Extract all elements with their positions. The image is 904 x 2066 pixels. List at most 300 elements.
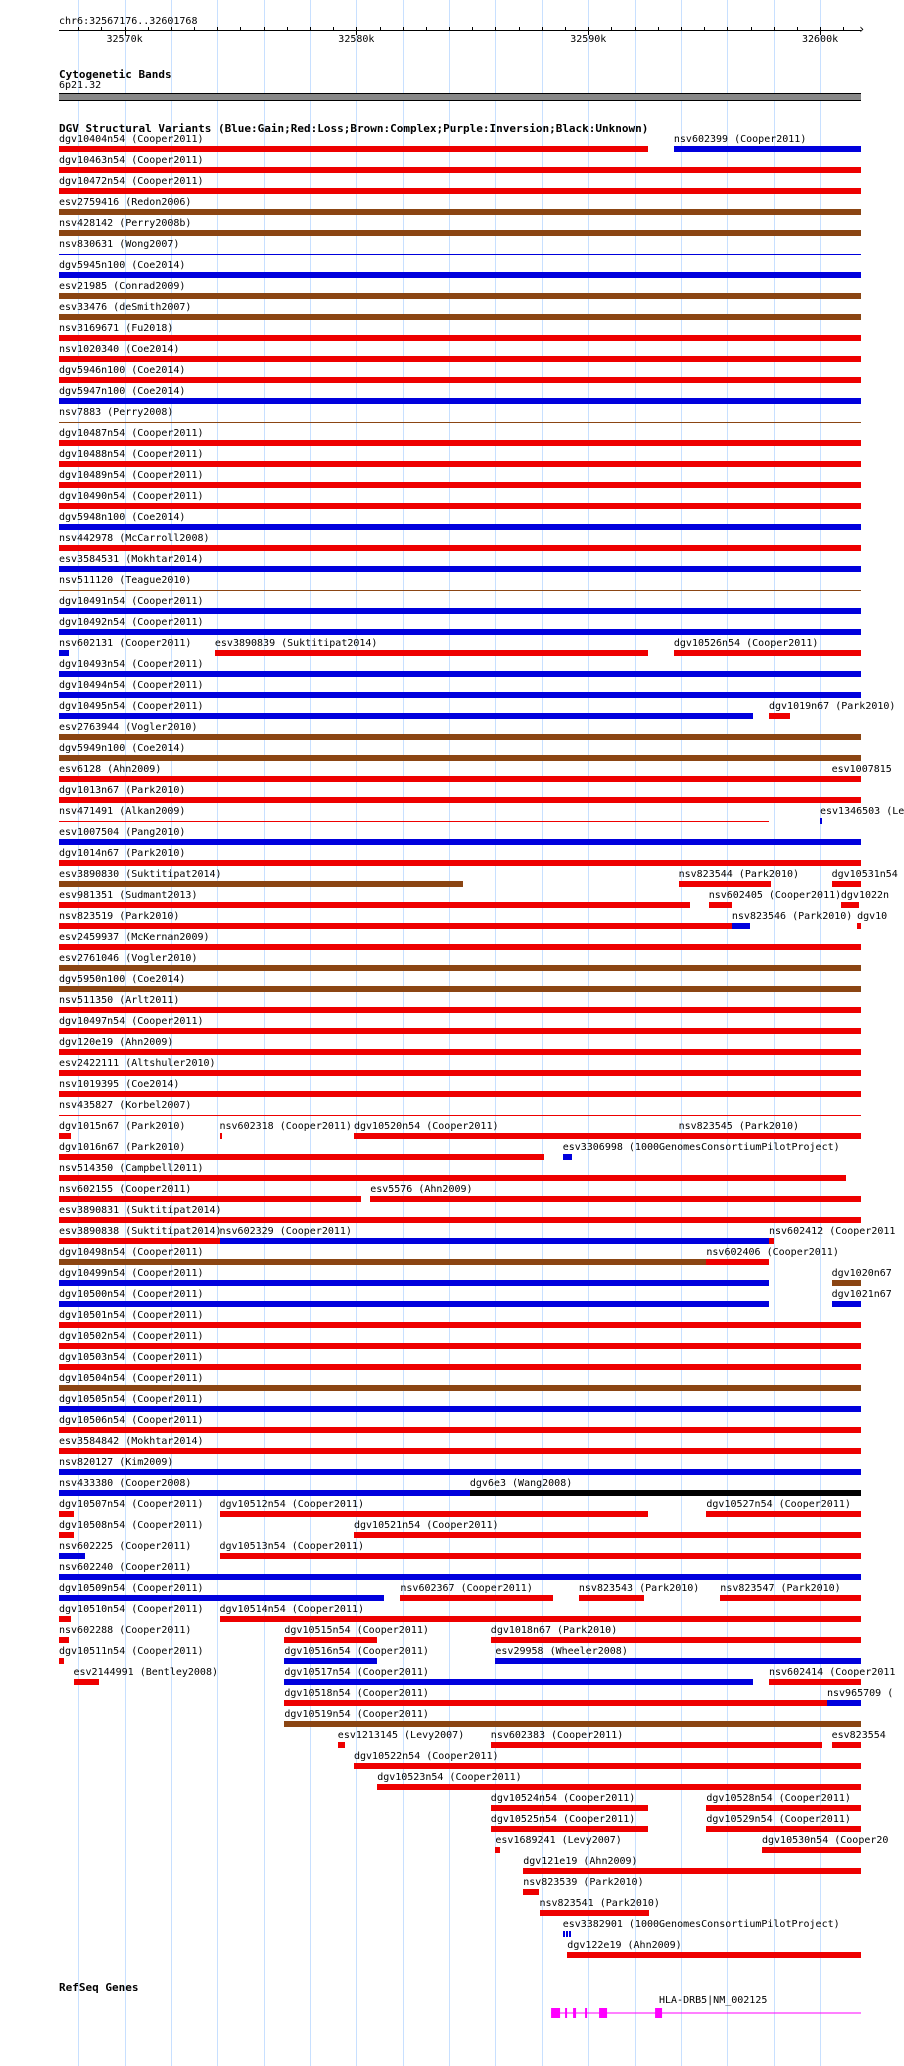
variant-label: dgv10500n54 (Cooper2011): [59, 1289, 204, 1300]
variant-bar-loss[interactable]: [59, 167, 861, 173]
variant-bar-loss[interactable]: [59, 821, 769, 822]
variant-bar-gain[interactable]: [59, 839, 861, 845]
variant-bar-loss[interactable]: [495, 1847, 500, 1853]
variant-label: nsv602288 (Cooper2011): [59, 1625, 192, 1636]
variant-label: dgv10495n54 (Cooper2011): [59, 701, 204, 712]
variant-bar-loss[interactable]: [377, 1784, 861, 1790]
variant-label: nsv3169671 (Fu2018): [59, 323, 174, 334]
variant-bar-loss[interactable]: [59, 1196, 361, 1202]
variant-label: nsv442978 (McCarroll2008): [59, 533, 210, 544]
variant-bar-gain[interactable]: [732, 923, 751, 929]
variant-label: esv3584531 (Mokhtar2014): [59, 554, 204, 565]
variant-bar-loss[interactable]: [220, 1553, 862, 1559]
variant-bar-loss[interactable]: [215, 650, 649, 656]
variant-label: nsv602155 (Cooper2011): [59, 1184, 192, 1195]
variant-bar-loss[interactable]: [706, 1511, 861, 1517]
variant-bar-loss[interactable]: [400, 1595, 553, 1601]
variant-label: esv5576 (Ahn2009): [370, 1184, 473, 1195]
variant-bar-loss[interactable]: [540, 1910, 649, 1916]
variant-bar-gain[interactable]: [59, 566, 861, 572]
variant-label: nsv602225 (Cooper2011): [59, 1541, 192, 1552]
minor-tick: [171, 27, 172, 31]
variant-bar-loss[interactable]: [59, 797, 861, 803]
variant-bar-gain[interactable]: [59, 1301, 769, 1307]
refseq-genes-title: RefSeq Genes: [59, 1981, 139, 1994]
variant-bar-loss[interactable]: [220, 1133, 222, 1139]
variant-label: dgv10492n54 (Cooper2011): [59, 617, 204, 628]
tick-label: 32590k: [570, 34, 607, 45]
variant-label: esv2144991 (Bentley2008): [73, 1667, 218, 1678]
variant-label: nsv823543 (Park2010): [578, 1583, 700, 1594]
variant-label: dgv1013n67 (Park2010): [59, 785, 186, 796]
variant-label: esv3890838 (Suktitipat2014): [59, 1226, 222, 1237]
variant-label: nsv511120 (Teague2010): [59, 575, 192, 586]
minor-tick: [704, 27, 705, 31]
variant-bar-complex[interactable]: [59, 734, 861, 740]
variant-label: esv1213145 (Levy2007): [337, 1730, 465, 1741]
minor-tick: [565, 27, 566, 31]
gene-exon: [599, 2008, 607, 2018]
variant-label: nsv471491 (Alkan2009): [59, 806, 186, 817]
variant-label: dgv10489n54 (Cooper2011): [59, 470, 204, 481]
gene-exon: [585, 2008, 587, 2018]
variant-bar-gain[interactable]: [59, 713, 753, 719]
variant-bar-loss[interactable]: [491, 1805, 649, 1811]
variant-label: nsv823519 (Park2010): [59, 911, 180, 922]
cytogenetic-bands-title: Cytogenetic Bands: [59, 68, 172, 81]
variant-bar-complex[interactable]: [59, 230, 861, 236]
variant-label: dgv10531n54: [831, 869, 898, 880]
gene-exon: [551, 2008, 560, 2018]
minor-tick: [264, 27, 265, 31]
variant-bar-complex[interactable]: [59, 293, 861, 299]
variant-bar-loss[interactable]: [59, 923, 732, 929]
variant-bar-loss[interactable]: [59, 1532, 74, 1538]
variant-bar-gain[interactable]: [59, 254, 861, 255]
variant-label: nsv602414 (Cooper2011: [769, 1667, 896, 1678]
variant-bar-loss[interactable]: [74, 1679, 100, 1685]
variant-label: dgv10506n54 (Cooper2011): [59, 1415, 204, 1426]
variant-label: dgv10514n54 (Cooper2011): [219, 1604, 364, 1615]
variant-label: dgv10526n54 (Cooper2011): [673, 638, 819, 649]
variant-label: dgv10530n54 (Cooper20: [762, 1835, 889, 1846]
variant-label: dgv5950n100 (Coe2014): [59, 974, 186, 985]
variant-label: nsv602399 (Cooper2011): [673, 134, 807, 145]
variant-bar-gain[interactable]: [284, 1658, 377, 1664]
gene-model-hla-drb5[interactable]: [0, 2005, 890, 2025]
minor-tick: [635, 27, 636, 31]
variant-label: esv21985 (Conrad2009): [59, 281, 186, 292]
variant-label: dgv10494n54 (Cooper2011): [59, 680, 204, 691]
variant-bar-complex[interactable]: [59, 1385, 861, 1391]
variant-label: dgv1020n67: [831, 1268, 892, 1279]
gene-label: HLA-DRB5|NM_002125: [659, 1995, 768, 2006]
variant-label: dgv1019n67 (Park2010): [769, 701, 896, 712]
variant-bar-loss[interactable]: [720, 1595, 861, 1601]
variant-bar-loss[interactable]: [491, 1742, 823, 1748]
variant-label: dgv10504n54 (Cooper2011): [59, 1373, 204, 1384]
minor-tick: [78, 27, 79, 31]
variant-label: dgv10528n54 (Cooper2011): [706, 1793, 851, 1804]
variant-bar-loss[interactable]: [523, 1868, 861, 1874]
variant-label: dgv10517n54 (Cooper2011): [284, 1667, 429, 1678]
ruler-axis: [59, 30, 861, 31]
variant-label: dgv10498n54 (Cooper2011): [59, 1247, 204, 1258]
variant-bar-loss[interactable]: [59, 1028, 861, 1034]
variant-label: nsv602405 (Cooper2011): [708, 890, 842, 901]
minor-tick: [519, 27, 520, 31]
variant-label: dgv5945n100 (Coe2014): [59, 260, 186, 271]
variant-bar-loss[interactable]: [841, 902, 860, 908]
variant-label: esv823554: [831, 1730, 886, 1741]
variant-label: nsv823547 (Park2010): [720, 1583, 841, 1594]
variant-bar-gain[interactable]: [59, 1595, 384, 1601]
variant-label: dgv10513n54 (Cooper2011): [219, 1541, 364, 1552]
gene-exon: [565, 2008, 567, 2018]
variant-bar-loss[interactable]: [59, 188, 861, 194]
variant-bar-complex[interactable]: [59, 881, 463, 887]
variant-bar-loss[interactable]: [59, 461, 861, 467]
minor-tick: [240, 27, 241, 31]
variant-bar-loss[interactable]: [59, 1637, 69, 1643]
variant-label: nsv820127 (Kim2009): [59, 1457, 174, 1468]
variant-label: dgv10516n54 (Cooper2011): [284, 1646, 429, 1657]
variant-label: nsv602412 (Cooper2011: [769, 1226, 896, 1237]
variant-bar-loss[interactable]: [59, 776, 861, 782]
minor-tick: [472, 27, 473, 31]
cytoband-label: 6p21.32: [59, 80, 102, 91]
variant-label: dgv5948n100 (Coe2014): [59, 512, 186, 523]
variant-bar-loss[interactable]: [769, 713, 790, 719]
variant-bar-gain[interactable]: [820, 818, 822, 824]
variant-label: dgv5949n100 (Coe2014): [59, 743, 186, 754]
variant-bar-loss[interactable]: [762, 1847, 861, 1853]
variant-bar-complex[interactable]: [59, 986, 861, 992]
tick-label: 32570k: [106, 34, 143, 45]
variant-label: dgv10472n54 (Cooper2011): [59, 176, 204, 187]
variant-bar-loss[interactable]: [59, 146, 648, 152]
variant-label: esv3382901 (1000GenomesConsortiumPilotProject): [562, 1919, 840, 1930]
variant-bar-loss[interactable]: [679, 881, 772, 887]
variant-bar-loss[interactable]: [59, 1217, 861, 1223]
variant-bar-complex[interactable]: [59, 1259, 706, 1265]
minor-tick: [751, 27, 752, 31]
minor-tick: [658, 27, 659, 31]
variant-bar-gain[interactable]: [59, 629, 861, 635]
variant-label: dgv10499n54 (Cooper2011): [59, 1268, 204, 1279]
variant-bar-loss[interactable]: [59, 377, 861, 383]
variant-bar-complex[interactable]: [59, 755, 861, 761]
variant-label: esv33476 (deSmith2007): [59, 302, 192, 313]
variant-label: dgv1015n67 (Park2010): [59, 1121, 186, 1132]
variant-label: nsv823546 (Park2010): [731, 911, 853, 922]
variant-bar-loss[interactable]: [832, 881, 861, 887]
variant-bar-loss[interactable]: [59, 1154, 544, 1160]
variant-bar-loss[interactable]: [491, 1826, 649, 1832]
variant-label: nsv965709 (: [827, 1688, 894, 1699]
variant-label: dgv1022n: [840, 890, 890, 901]
variant-label: nsv823544 (Park2010): [678, 869, 800, 880]
variant-label: esv2459937 (McKernan2009): [59, 932, 210, 943]
variant-bar-loss[interactable]: [59, 1364, 861, 1370]
variant-bar-loss[interactable]: [59, 1343, 861, 1349]
variant-label: dgv120e19 (Ahn2009): [59, 1037, 174, 1048]
variant-bar-complex[interactable]: [284, 1721, 861, 1727]
variant-bar-loss[interactable]: [857, 923, 861, 929]
variant-label: esv3584842 (Mokhtar2014): [59, 1436, 204, 1447]
variant-label: nsv602406 (Cooper2011): [706, 1247, 839, 1258]
variant-label: dgv10505n54 (Cooper2011): [59, 1394, 204, 1405]
variant-label: dgv10490n54 (Cooper2011): [59, 491, 204, 502]
variant-bar-loss[interactable]: [284, 1637, 377, 1643]
variant-bar-loss[interactable]: [59, 1091, 861, 1097]
variant-label: dgv5947n100 (Coe2014): [59, 386, 186, 397]
variant-label: nsv823539 (Park2010): [523, 1877, 644, 1888]
variant-label: nsv602367 (Cooper2011): [400, 1583, 533, 1594]
variant-label: nsv435827 (Korbel2007): [59, 1100, 192, 1111]
minor-tick: [495, 27, 496, 31]
variant-bar-loss[interactable]: [59, 902, 690, 908]
variant-label: dgv1016n67 (Park2010): [59, 1142, 186, 1153]
variant-label: esv2422111 (Altshuler2010): [59, 1058, 216, 1069]
variant-bar-gain[interactable]: [495, 1658, 861, 1664]
variant-label: dgv10519n54 (Cooper2011): [284, 1709, 429, 1720]
variant-label: dgv10521n54 (Cooper2011): [354, 1520, 499, 1531]
gene-exon: [573, 2008, 576, 2018]
variant-bar-loss[interactable]: [579, 1595, 644, 1601]
variant-bar-complex[interactable]: [59, 590, 861, 591]
gene-exon: [655, 2008, 662, 2018]
variant-label: esv981351 (Sudmant2013): [59, 890, 198, 901]
variant-bar-loss[interactable]: [59, 335, 861, 341]
variant-bar-gain[interactable]: [59, 650, 69, 656]
variant-label: nsv433380 (Cooper2008): [59, 1478, 192, 1489]
minor-tick: [542, 27, 543, 31]
minor-tick: [333, 27, 334, 31]
variant-label: dgv10503n54 (Cooper2011): [59, 1352, 204, 1363]
variant-bar-gain[interactable]: [59, 692, 861, 698]
variant-bar-gain[interactable]: [59, 608, 861, 614]
variant-label: esv1007815: [831, 764, 892, 775]
variant-label: dgv10493n54 (Cooper2011): [59, 659, 204, 670]
variant-bar-loss[interactable]: [567, 1952, 861, 1958]
variant-bar-loss[interactable]: [59, 356, 861, 362]
tick-label: 32600k: [802, 34, 839, 45]
variant-label: nsv823545 (Park2010): [678, 1121, 800, 1132]
variant-label: esv1346503 (Le: [820, 806, 904, 817]
variant-label: nsv514350 (Campbell2011): [59, 1163, 204, 1174]
variant-label: nsv602131 (Cooper2011): [59, 638, 192, 649]
variant-label: esv2759416 (Redon2006): [59, 197, 192, 208]
variant-bar-loss[interactable]: [832, 776, 861, 782]
variant-label: nsv602318 (Cooper2011): [219, 1121, 352, 1132]
variant-label: dgv10511n54 (Cooper2011): [59, 1646, 204, 1657]
minor-tick: [101, 27, 102, 31]
variant-bar-loss[interactable]: [769, 1238, 774, 1244]
variant-label: esv2763944 (Vogler2010): [59, 722, 198, 733]
variant-label: esv3890839 (Suktitipat2014): [214, 638, 378, 649]
variant-bar-loss[interactable]: [284, 1700, 827, 1706]
variant-bar-gain[interactable]: [59, 398, 861, 404]
variant-label: dgv10497n54 (Cooper2011): [59, 1016, 204, 1027]
tick-label: 32580k: [338, 34, 375, 45]
variant-bar-loss[interactable]: [59, 1616, 71, 1622]
variant-label: nsv1019395 (Coe2014): [59, 1079, 180, 1090]
variant-label: nsv7883 (Perry2008): [59, 407, 174, 418]
variant-label: dgv10487n54 (Cooper2011): [59, 428, 204, 439]
variant-bar-loss[interactable]: [706, 1826, 861, 1832]
minor-tick: [194, 27, 195, 31]
variant-label: dgv10512n54 (Cooper2011): [219, 1499, 364, 1510]
variant-bar-gain[interactable]: [59, 272, 861, 278]
variant-bar-complex[interactable]: [59, 422, 861, 423]
variant-bar-gain[interactable]: [832, 1301, 861, 1307]
variant-bar-gain[interactable]: [59, 1574, 861, 1580]
minor-tick: [681, 27, 682, 31]
variant-label: nsv830631 (Wong2007): [59, 239, 180, 250]
variant-bar-complex[interactable]: [832, 1280, 861, 1286]
variant-bar-loss[interactable]: [59, 1511, 74, 1517]
variant-bar-loss[interactable]: [354, 1532, 861, 1538]
variant-bar-loss[interactable]: [59, 1115, 861, 1116]
variant-bar-gain[interactable]: [59, 1490, 470, 1496]
variant-label: esv6128 (Ahn2009): [59, 764, 162, 775]
region-label: chr6:32567176..32601768: [59, 16, 198, 27]
variant-label: dgv10529n54 (Cooper2011): [706, 1814, 851, 1825]
minor-tick: [426, 27, 427, 31]
cytoband-bar[interactable]: [59, 93, 861, 101]
variant-bar-loss[interactable]: [706, 1805, 861, 1811]
variant-bar-loss[interactable]: [59, 860, 861, 866]
variant-label: esv1007504 (Pang2010): [59, 827, 186, 838]
variant-label: dgv10518n54 (Cooper2011): [284, 1688, 429, 1699]
variant-bar-loss[interactable]: [59, 1322, 861, 1328]
variant-bar-gain[interactable]: [284, 1679, 752, 1685]
variant-bar-gain[interactable]: [59, 671, 861, 677]
variant-bar-complex[interactable]: [59, 965, 861, 971]
minor-tick: [217, 27, 218, 31]
variant-bar-loss[interactable]: [706, 1259, 769, 1265]
variant-label: esv3890830 (Suktitipat2014): [59, 869, 222, 880]
variant-label: dgv10510n54 (Cooper2011): [59, 1604, 204, 1615]
variant-label: esv3890831 (Suktitipat2014): [59, 1205, 222, 1216]
variant-bar-loss[interactable]: [679, 1133, 861, 1139]
variant-label: esv3306998 (1000GenomesConsortiumPilotProject): [562, 1142, 840, 1153]
variant-bar-gain[interactable]: [220, 1238, 770, 1244]
variant-bar-complex[interactable]: [59, 314, 861, 320]
variant-bar-loss[interactable]: [59, 1070, 861, 1076]
variant-bar-loss[interactable]: [59, 545, 861, 551]
variant-bar-gain[interactable]: [59, 1469, 861, 1475]
variant-bar-unknown[interactable]: [470, 1490, 861, 1496]
variant-bar-loss[interactable]: [59, 1133, 71, 1139]
variant-label: nsv602383 (Cooper2011): [490, 1730, 624, 1741]
variant-label: dgv10502n54 (Cooper2011): [59, 1331, 204, 1342]
variant-label: dgv6e3 (Wang2008): [469, 1478, 573, 1489]
variant-label: dgv10404n54 (Cooper2011): [59, 134, 204, 145]
variant-bar-gain[interactable]: [827, 1700, 861, 1706]
variant-bar-loss[interactable]: [220, 1616, 862, 1622]
variant-label: nsv511350 (Arlt2011): [59, 995, 180, 1006]
variant-label: dgv10501n54 (Cooper2011): [59, 1310, 204, 1321]
variant-bar-loss[interactable]: [370, 1196, 861, 1202]
minor-tick: [774, 27, 775, 31]
variant-label: dgv1018n67 (Park2010): [490, 1625, 618, 1636]
minor-tick: [287, 27, 288, 31]
variant-bar-complex[interactable]: [59, 209, 861, 215]
variant-label: dgv10515n54 (Cooper2011): [284, 1625, 429, 1636]
variant-bar-loss[interactable]: [59, 503, 861, 509]
variant-label: nsv823541 (Park2010): [539, 1898, 660, 1909]
variant-label: dgv10491n54 (Cooper2011): [59, 596, 204, 607]
variant-bar-loss[interactable]: [769, 1679, 861, 1685]
variant-bar-loss[interactable]: [59, 1238, 220, 1244]
variant-bar-loss[interactable]: [523, 1889, 539, 1895]
minor-tick: [449, 27, 450, 31]
variant-bar-loss[interactable]: [338, 1742, 345, 1748]
variant-bar-loss[interactable]: [59, 1658, 64, 1664]
variant-label: dgv10509n54 (Cooper2011): [59, 1583, 204, 1594]
variant-label: esv1689241 (Levy2007): [495, 1835, 622, 1846]
variant-label: dgv10: [857, 911, 888, 922]
variant-label: esv29958 (Wheeler2008): [495, 1646, 628, 1657]
minor-tick: [727, 27, 728, 31]
variant-bar-loss[interactable]: [59, 1175, 846, 1181]
variant-label: dgv10527n54 (Cooper2011): [706, 1499, 851, 1510]
variant-label: nsv428142 (Perry2008b): [59, 218, 192, 229]
variant-bar-loss[interactable]: [220, 1511, 649, 1517]
variant-bar-loss[interactable]: [832, 1742, 861, 1748]
variant-bar-gain[interactable]: [563, 1931, 572, 1937]
variant-bar-gain[interactable]: [59, 1280, 769, 1286]
minor-tick: [611, 27, 612, 31]
variant-label: nsv1020340 (Coe2014): [59, 344, 180, 355]
variant-bar-gain[interactable]: [59, 1553, 85, 1559]
ruler-arrow-icon: ›: [858, 22, 866, 36]
variant-bar-loss[interactable]: [59, 1049, 861, 1055]
variant-bar-loss[interactable]: [59, 440, 861, 446]
variant-bar-loss[interactable]: [59, 1427, 861, 1433]
variant-bar-loss[interactable]: [674, 650, 861, 656]
variant-label: dgv10522n54 (Cooper2011): [354, 1751, 499, 1762]
minor-tick: [380, 27, 381, 31]
variant-label: dgv10525n54 (Cooper2011): [490, 1814, 636, 1825]
variant-bar-gain[interactable]: [59, 524, 861, 530]
variant-label: esv2761046 (Vogler2010): [59, 953, 198, 964]
variant-label: dgv121e19 (Ahn2009): [523, 1856, 638, 1867]
variant-label: dgv10507n54 (Cooper2011): [59, 1499, 204, 1510]
variant-label: nsv602329 (Cooper2011): [219, 1226, 352, 1237]
minor-tick: [797, 27, 798, 31]
variant-bar-loss[interactable]: [59, 482, 861, 488]
variant-bar-loss[interactable]: [59, 1007, 861, 1013]
variant-label: dgv1014n67 (Park2010): [59, 848, 186, 859]
variant-bar-loss[interactable]: [59, 1448, 861, 1454]
variant-bar-loss[interactable]: [354, 1763, 861, 1769]
variant-label: nsv602240 (Cooper2011): [59, 1562, 192, 1573]
variant-bar-loss[interactable]: [709, 902, 732, 908]
variant-bar-loss[interactable]: [59, 944, 861, 950]
variant-label: dgv10523n54 (Cooper2011): [377, 1772, 522, 1783]
dgv-track-title: DGV Structural Variants (Blue:Gain;Red:Loss;Brown:Complex;Purple:Inversion;Black:Unknown): [59, 122, 649, 135]
variant-label: dgv10520n54 (Cooper2011): [354, 1121, 499, 1132]
variant-bar-loss[interactable]: [491, 1637, 861, 1643]
variant-bar-gain[interactable]: [59, 1406, 861, 1412]
variant-bar-gain[interactable]: [674, 146, 861, 152]
variant-label: dgv10488n54 (Cooper2011): [59, 449, 204, 460]
variant-bar-gain[interactable]: [563, 1154, 572, 1160]
variant-label: dgv10508n54 (Cooper2011): [59, 1520, 204, 1531]
